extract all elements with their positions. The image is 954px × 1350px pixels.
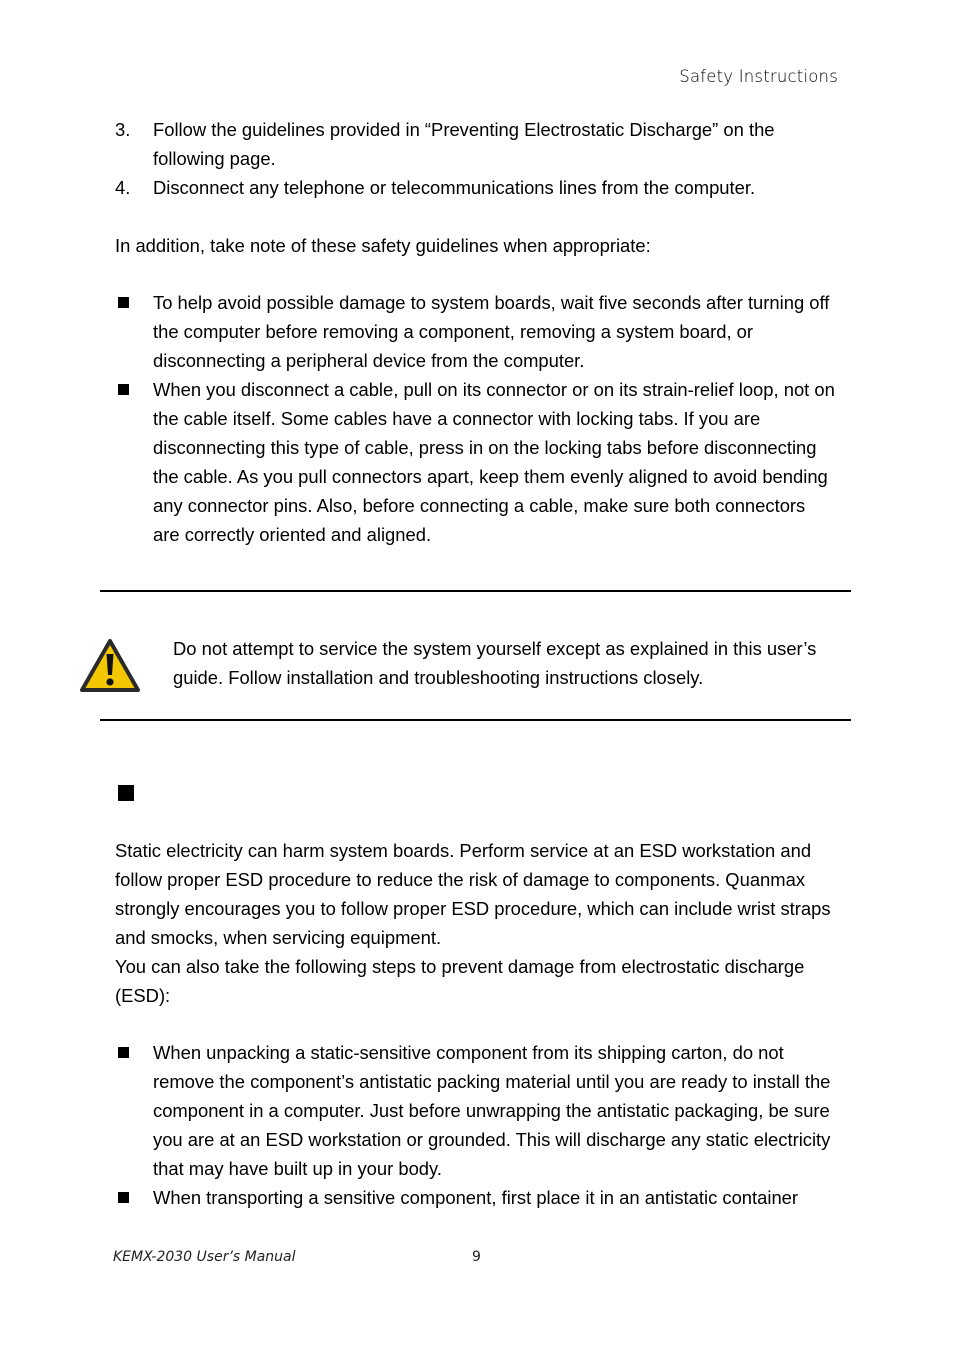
page-header-title: Safety Instructions: [679, 67, 838, 86]
item-number: 3.: [115, 119, 131, 140]
list-item: [115, 288, 835, 375]
square-bullet-icon: [118, 297, 129, 308]
list-item: [115, 1183, 875, 1212]
list-item: [115, 375, 835, 549]
numbered-item-3: [115, 115, 835, 173]
warning-triangle-icon: [79, 638, 141, 694]
list-item-text: When unpacking a static-sensitive component from its shipping carton, do not remove the component’s antistatic packing material until you are ready to install the component in a computer. Just before unwrapping the antistatic packaging, be sure you are at an ESD workstation or grounded. This will discharge any static electricity that may have built up in your body.: [153, 1042, 831, 1179]
footer-manual-title: KEMX-2030 User’s Manual: [113, 1249, 296, 1265]
esd-paragraph: Static electricity can harm system boards. Perform service at an ESD workstation and follow proper ESD procedure to reduce the risk of damage to components. Quanmax strongly encourages you to follow proper ESD procedure, which can include wrist straps and smocks, when servicing equipment.: [115, 840, 831, 948]
numbered-item-4: [115, 173, 835, 202]
esd-steps-intro: You can also take the following steps to prevent damage from electrostatic discharge (ESD):: [115, 956, 805, 1006]
section-square-icon: [118, 785, 134, 801]
square-bullet-icon: [118, 384, 129, 395]
list-item: [115, 1038, 835, 1183]
list-item-text: When transporting a sensitive component, first place it in an antistatic container: [153, 1187, 799, 1208]
intro-paragraph: In addition, take note of these safety guidelines when appropriate:: [115, 235, 651, 256]
warning-text: Do not attempt to service the system yourself except as explained in this user’s guide. Follow installation and troubleshooting instructions closely.: [173, 638, 817, 688]
divider-top: [100, 590, 851, 592]
list-item-text: To help avoid possible damage to system boards, wait five seconds after turning off the computer before removing a component, removing a system board, or disconnecting a peripheral device from the computer.: [153, 292, 830, 371]
item-text: Disconnect any telephone or telecommunications lines from the computer.: [153, 177, 756, 198]
list-item-text: When you disconnect a cable, pull on its connector or on its strain-relief loop, not on the cable itself. Some cables have a connector with locking tabs. If you are disconnecting this type of cable, press in on the locking tabs before disconnecting the cable. As you pull connectors apart, keep them evenly aligned to avoid bending any connector pins. Also, before connecting a cable, make sure both connectors are correctly oriented and aligned.: [153, 379, 835, 545]
divider-bottom: [100, 719, 851, 721]
square-bullet-icon: [118, 1192, 129, 1203]
square-bullet-icon: [118, 1047, 129, 1058]
item-number: 4.: [115, 177, 131, 198]
item-text: Follow the guidelines provided in “Preventing Electrostatic Discharge” on the following page.: [153, 119, 775, 169]
footer-page-number: 9: [472, 1249, 481, 1265]
